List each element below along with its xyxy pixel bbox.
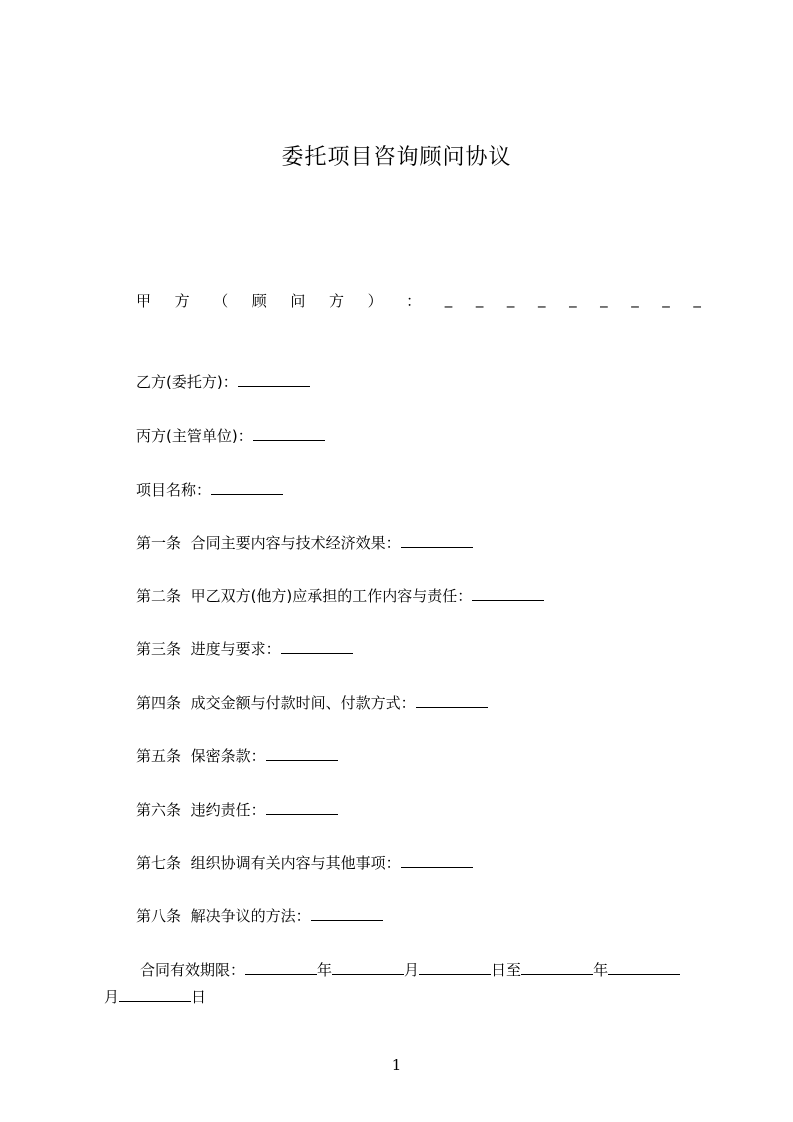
month-label: 月 (104, 988, 120, 1006)
party-c-label: 丙方(主管单位)： (136, 427, 253, 445)
fill-blank[interactable] (211, 480, 283, 495)
fill-blank[interactable] (416, 693, 488, 708)
party-a-char: ： (406, 292, 422, 310)
article-line (136, 905, 383, 926)
page-number: 1 (391, 1056, 402, 1074)
party-a-char: 甲 (136, 292, 152, 310)
fill-blank[interactable] (419, 960, 491, 975)
party-a-char: （ (213, 292, 229, 310)
party-c-line (136, 425, 325, 446)
party-a-blank: _ (537, 290, 546, 308)
party-b-line (136, 371, 310, 392)
article-number: 第六条 (136, 801, 182, 819)
party-a-blank: _ (662, 290, 670, 308)
party-a-blank: _ (600, 290, 608, 308)
article-number: 第八条 (136, 907, 182, 925)
party-a-blank: _ (693, 290, 701, 308)
article-text: 合同主要内容与技术经济效果： (190, 534, 401, 552)
month-label: 月 (404, 961, 420, 979)
article-text: 成交金额与付款时间、付款方式： (190, 694, 416, 712)
fill-blank[interactable] (311, 906, 383, 921)
party-a-blank: _ (569, 290, 577, 308)
article-line (136, 638, 353, 659)
party-a-blank: _ (444, 290, 453, 308)
project-name-label: 项目名称： (136, 481, 212, 499)
article-number: 第一条 (136, 534, 182, 552)
article-text: 违约责任： (190, 801, 266, 819)
party-a-char: 问 (290, 292, 306, 310)
validity-line-continued (104, 986, 206, 1007)
party-a-char: 方 (174, 292, 190, 310)
fill-blank[interactable] (253, 426, 325, 441)
article-text: 进度与要求： (190, 640, 281, 658)
validity-line (140, 959, 680, 980)
year-label: 年 (593, 961, 609, 979)
party-b-label: 乙方(委托方)： (136, 373, 238, 391)
fill-blank[interactable] (401, 853, 473, 868)
article-line (136, 692, 488, 713)
article-line (136, 852, 473, 873)
party-a-blank: _ (475, 290, 484, 308)
day-label: 日 (191, 988, 207, 1006)
fill-blank[interactable] (608, 960, 680, 975)
fill-blank[interactable] (238, 372, 310, 387)
year-label: 年 (317, 961, 333, 979)
party-a-char: 方 (328, 292, 344, 310)
article-text: 保密条款： (190, 747, 266, 765)
article-text: 组织协调有关内容与其他事项： (190, 854, 401, 872)
party-a-char: 顾 (251, 292, 267, 310)
day-to-label: 日至 (491, 961, 522, 979)
fill-blank[interactable] (266, 746, 338, 761)
party-a-char: ） (367, 292, 383, 310)
fill-blank[interactable] (245, 960, 317, 975)
article-number: 第七条 (136, 854, 182, 872)
party-a-blank: _ (506, 290, 515, 308)
party-a-blank: _ (631, 290, 639, 308)
fill-blank[interactable] (119, 987, 191, 1002)
party-a-line (136, 290, 701, 311)
article-line (136, 532, 473, 553)
project-name-line (136, 479, 283, 500)
article-number: 第五条 (136, 747, 182, 765)
fill-blank[interactable] (401, 533, 473, 548)
article-line (136, 799, 338, 820)
article-number: 第四条 (136, 694, 182, 712)
article-line (136, 745, 338, 766)
fill-blank[interactable] (521, 960, 593, 975)
page-title: 委托项目咨询顾问协议 (281, 145, 512, 170)
article-number: 第三条 (136, 640, 182, 658)
fill-blank[interactable] (472, 586, 544, 601)
validity-label: 合同有效期限： (140, 961, 246, 979)
fill-blank[interactable] (332, 960, 404, 975)
fill-blank[interactable] (266, 800, 338, 815)
article-number: 第二条 (136, 587, 182, 605)
article-line (136, 585, 544, 606)
article-text: 解决争议的方法： (190, 907, 311, 925)
article-text: 甲乙双方(他方)应承担的工作内容与责任： (190, 587, 473, 605)
fill-blank[interactable] (281, 639, 353, 654)
